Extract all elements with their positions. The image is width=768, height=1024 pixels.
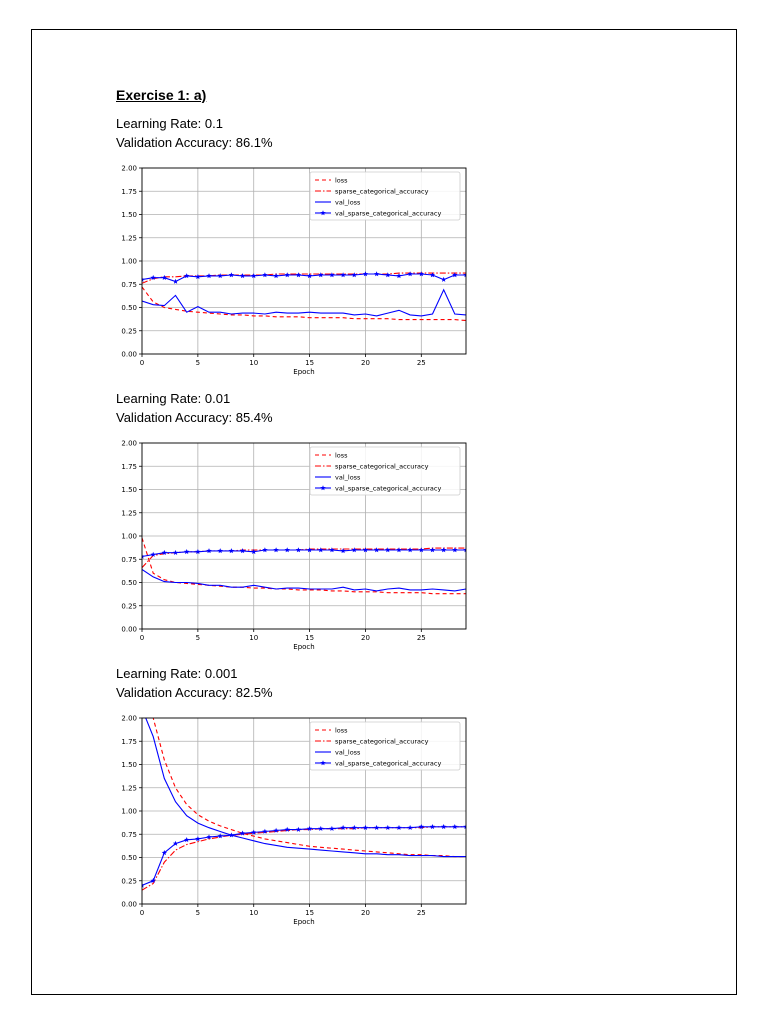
x-tick-label: 25 (416, 359, 426, 367)
y-tick-label: 2.00 (121, 164, 137, 173)
learning-rate-label-3: Learning Rate: 0.001 (116, 666, 238, 681)
x-tick-label: 25 (416, 909, 426, 917)
x-tick-label: 0 (139, 634, 145, 642)
legend-label: loss (335, 726, 348, 735)
data-point-star (352, 272, 357, 277)
y-tick-label: 1.75 (121, 737, 137, 746)
data-point-star (229, 548, 234, 553)
data-point-star (452, 547, 457, 552)
series-line-val-sparse-categorical-accuracy (142, 550, 466, 557)
data-point-star (296, 272, 301, 277)
legend-label: sparse_categorical_accuracy (335, 737, 429, 746)
data-point-star (329, 272, 334, 277)
data-point-star (162, 275, 167, 280)
legend-label: loss (335, 451, 348, 460)
y-tick-label: 0.50 (121, 304, 137, 312)
data-point-star (441, 547, 446, 552)
data-point-star (184, 837, 189, 842)
y-tick-label: 0.00 (121, 350, 137, 359)
data-point-star (229, 832, 234, 837)
data-point-star (329, 826, 334, 831)
series-line-loss (142, 538, 466, 594)
x-tick-label: 0 (139, 359, 145, 367)
data-point-star (385, 272, 390, 277)
data-point-star (340, 272, 345, 277)
data-point-star (296, 827, 301, 832)
x-tick-label: 0 (139, 909, 145, 917)
chart-2 (112, 439, 472, 653)
data-point-star (173, 550, 178, 555)
x-axis-label: Epoch (293, 643, 315, 651)
series-line-val-loss (142, 570, 466, 591)
learning-rate-label-1: Learning Rate: 0.1 (116, 116, 223, 131)
data-point-star (184, 549, 189, 554)
series-line-sparse-categorical-accuracy (142, 273, 466, 283)
y-tick-label: 1.00 (121, 532, 137, 541)
data-point-star (329, 547, 334, 552)
plot-area (139, 690, 468, 890)
legend-label: loss (335, 176, 348, 185)
legend-label: val_loss (335, 473, 361, 482)
data-point-star (408, 825, 413, 830)
series-line-sparse-categorical-accuracy (142, 548, 466, 568)
data-point-star (396, 825, 401, 830)
y-tick-label: 0.25 (121, 327, 137, 336)
data-point-star (441, 277, 446, 282)
data-point-star (452, 824, 457, 829)
data-point-star (240, 548, 245, 553)
y-tick-label: 0.75 (121, 555, 137, 564)
exercise-heading: Exercise 1: a) (116, 87, 207, 103)
x-tick-label: 10 (249, 634, 259, 642)
y-tick-label: 0.50 (121, 854, 137, 862)
x-tick-label: 10 (249, 909, 259, 917)
learning-rate-label-2: Learning Rate: 0.01 (116, 391, 231, 406)
y-tick-label: 1.25 (121, 509, 137, 518)
x-tick-label: 15 (305, 634, 315, 642)
legend-label: sparse_categorical_accuracy (335, 187, 429, 196)
data-point-star (352, 547, 357, 552)
data-point-star (385, 825, 390, 830)
data-point-star (262, 272, 267, 277)
y-tick-label: 0.25 (121, 602, 137, 611)
data-point-star (441, 824, 446, 829)
y-tick-label: 2.00 (121, 439, 137, 448)
plot-area (139, 538, 468, 594)
validation-accuracy-label-2: Validation Accuracy: 85.4% (116, 410, 273, 425)
x-tick-label: 25 (416, 634, 426, 642)
series-line-loss (142, 690, 466, 857)
data-point-star (408, 271, 413, 276)
data-point-star (151, 878, 156, 883)
data-point-star (206, 273, 211, 278)
data-point-star (374, 271, 379, 276)
legend-label: val_sparse_categorical_accuracy (335, 484, 442, 493)
data-point-star (396, 273, 401, 278)
validation-accuracy-label-1: Validation Accuracy: 86.1% (116, 135, 273, 150)
y-tick-label: 1.50 (121, 761, 137, 769)
y-tick-label: 1.25 (121, 234, 137, 243)
data-point-star (385, 547, 390, 552)
data-point-star (318, 826, 323, 831)
data-point-star (273, 273, 278, 278)
data-point-star (240, 831, 245, 836)
x-tick-label: 15 (305, 359, 315, 367)
y-tick-label: 1.50 (121, 486, 137, 494)
chart-3 (112, 714, 472, 928)
data-point-star (285, 547, 290, 552)
y-tick-label: 0.75 (121, 280, 137, 289)
data-point-star (374, 547, 379, 552)
data-point-star (430, 547, 435, 552)
data-point-star (206, 548, 211, 553)
data-point-star (408, 547, 413, 552)
data-point-star (318, 547, 323, 552)
data-point-star (430, 824, 435, 829)
y-tick-label: 1.00 (121, 257, 137, 266)
legend-label: val_loss (335, 748, 361, 757)
plot-area (139, 271, 468, 320)
data-point-star (396, 547, 401, 552)
y-tick-label: 1.75 (121, 462, 137, 471)
x-tick-label: 5 (195, 909, 201, 917)
y-tick-label: 0.75 (121, 830, 137, 839)
data-point-star (262, 547, 267, 552)
data-point-star (218, 273, 223, 278)
x-axis-label: Epoch (293, 918, 315, 926)
data-point-star (218, 548, 223, 553)
data-point-star (229, 272, 234, 277)
x-tick-label: 10 (249, 359, 259, 367)
legend-label: sparse_categorical_accuracy (335, 462, 429, 471)
x-axis-label: Epoch (293, 368, 315, 376)
y-tick-label: 0.00 (121, 900, 137, 909)
y-tick-label: 0.00 (121, 625, 137, 634)
legend-label: val_loss (335, 198, 361, 207)
data-point-star (240, 273, 245, 278)
y-tick-label: 1.25 (121, 784, 137, 793)
data-point-star (296, 547, 301, 552)
y-tick-label: 1.00 (121, 807, 137, 816)
x-tick-label: 5 (195, 634, 201, 642)
data-point-star (273, 547, 278, 552)
x-tick-label: 20 (360, 634, 370, 642)
legend-label: val_sparse_categorical_accuracy (335, 759, 442, 768)
data-point-star (285, 272, 290, 277)
y-tick-label: 1.50 (121, 211, 137, 219)
data-point-star (173, 279, 178, 284)
legend-label: val_sparse_categorical_accuracy (335, 209, 442, 218)
x-tick-label: 20 (360, 359, 370, 367)
validation-accuracy-label-3: Validation Accuracy: 82.5% (116, 685, 273, 700)
data-point-star (374, 825, 379, 830)
y-tick-label: 0.50 (121, 579, 137, 587)
series-line-val-sparse-categorical-accuracy (142, 274, 466, 282)
y-tick-label: 0.25 (121, 877, 137, 886)
x-tick-label: 20 (360, 909, 370, 917)
data-point-star (318, 272, 323, 277)
chart-1 (112, 164, 472, 378)
x-tick-label: 15 (305, 909, 315, 917)
y-tick-label: 1.75 (121, 187, 137, 196)
x-tick-label: 5 (195, 359, 201, 367)
y-tick-label: 2.00 (121, 714, 137, 723)
